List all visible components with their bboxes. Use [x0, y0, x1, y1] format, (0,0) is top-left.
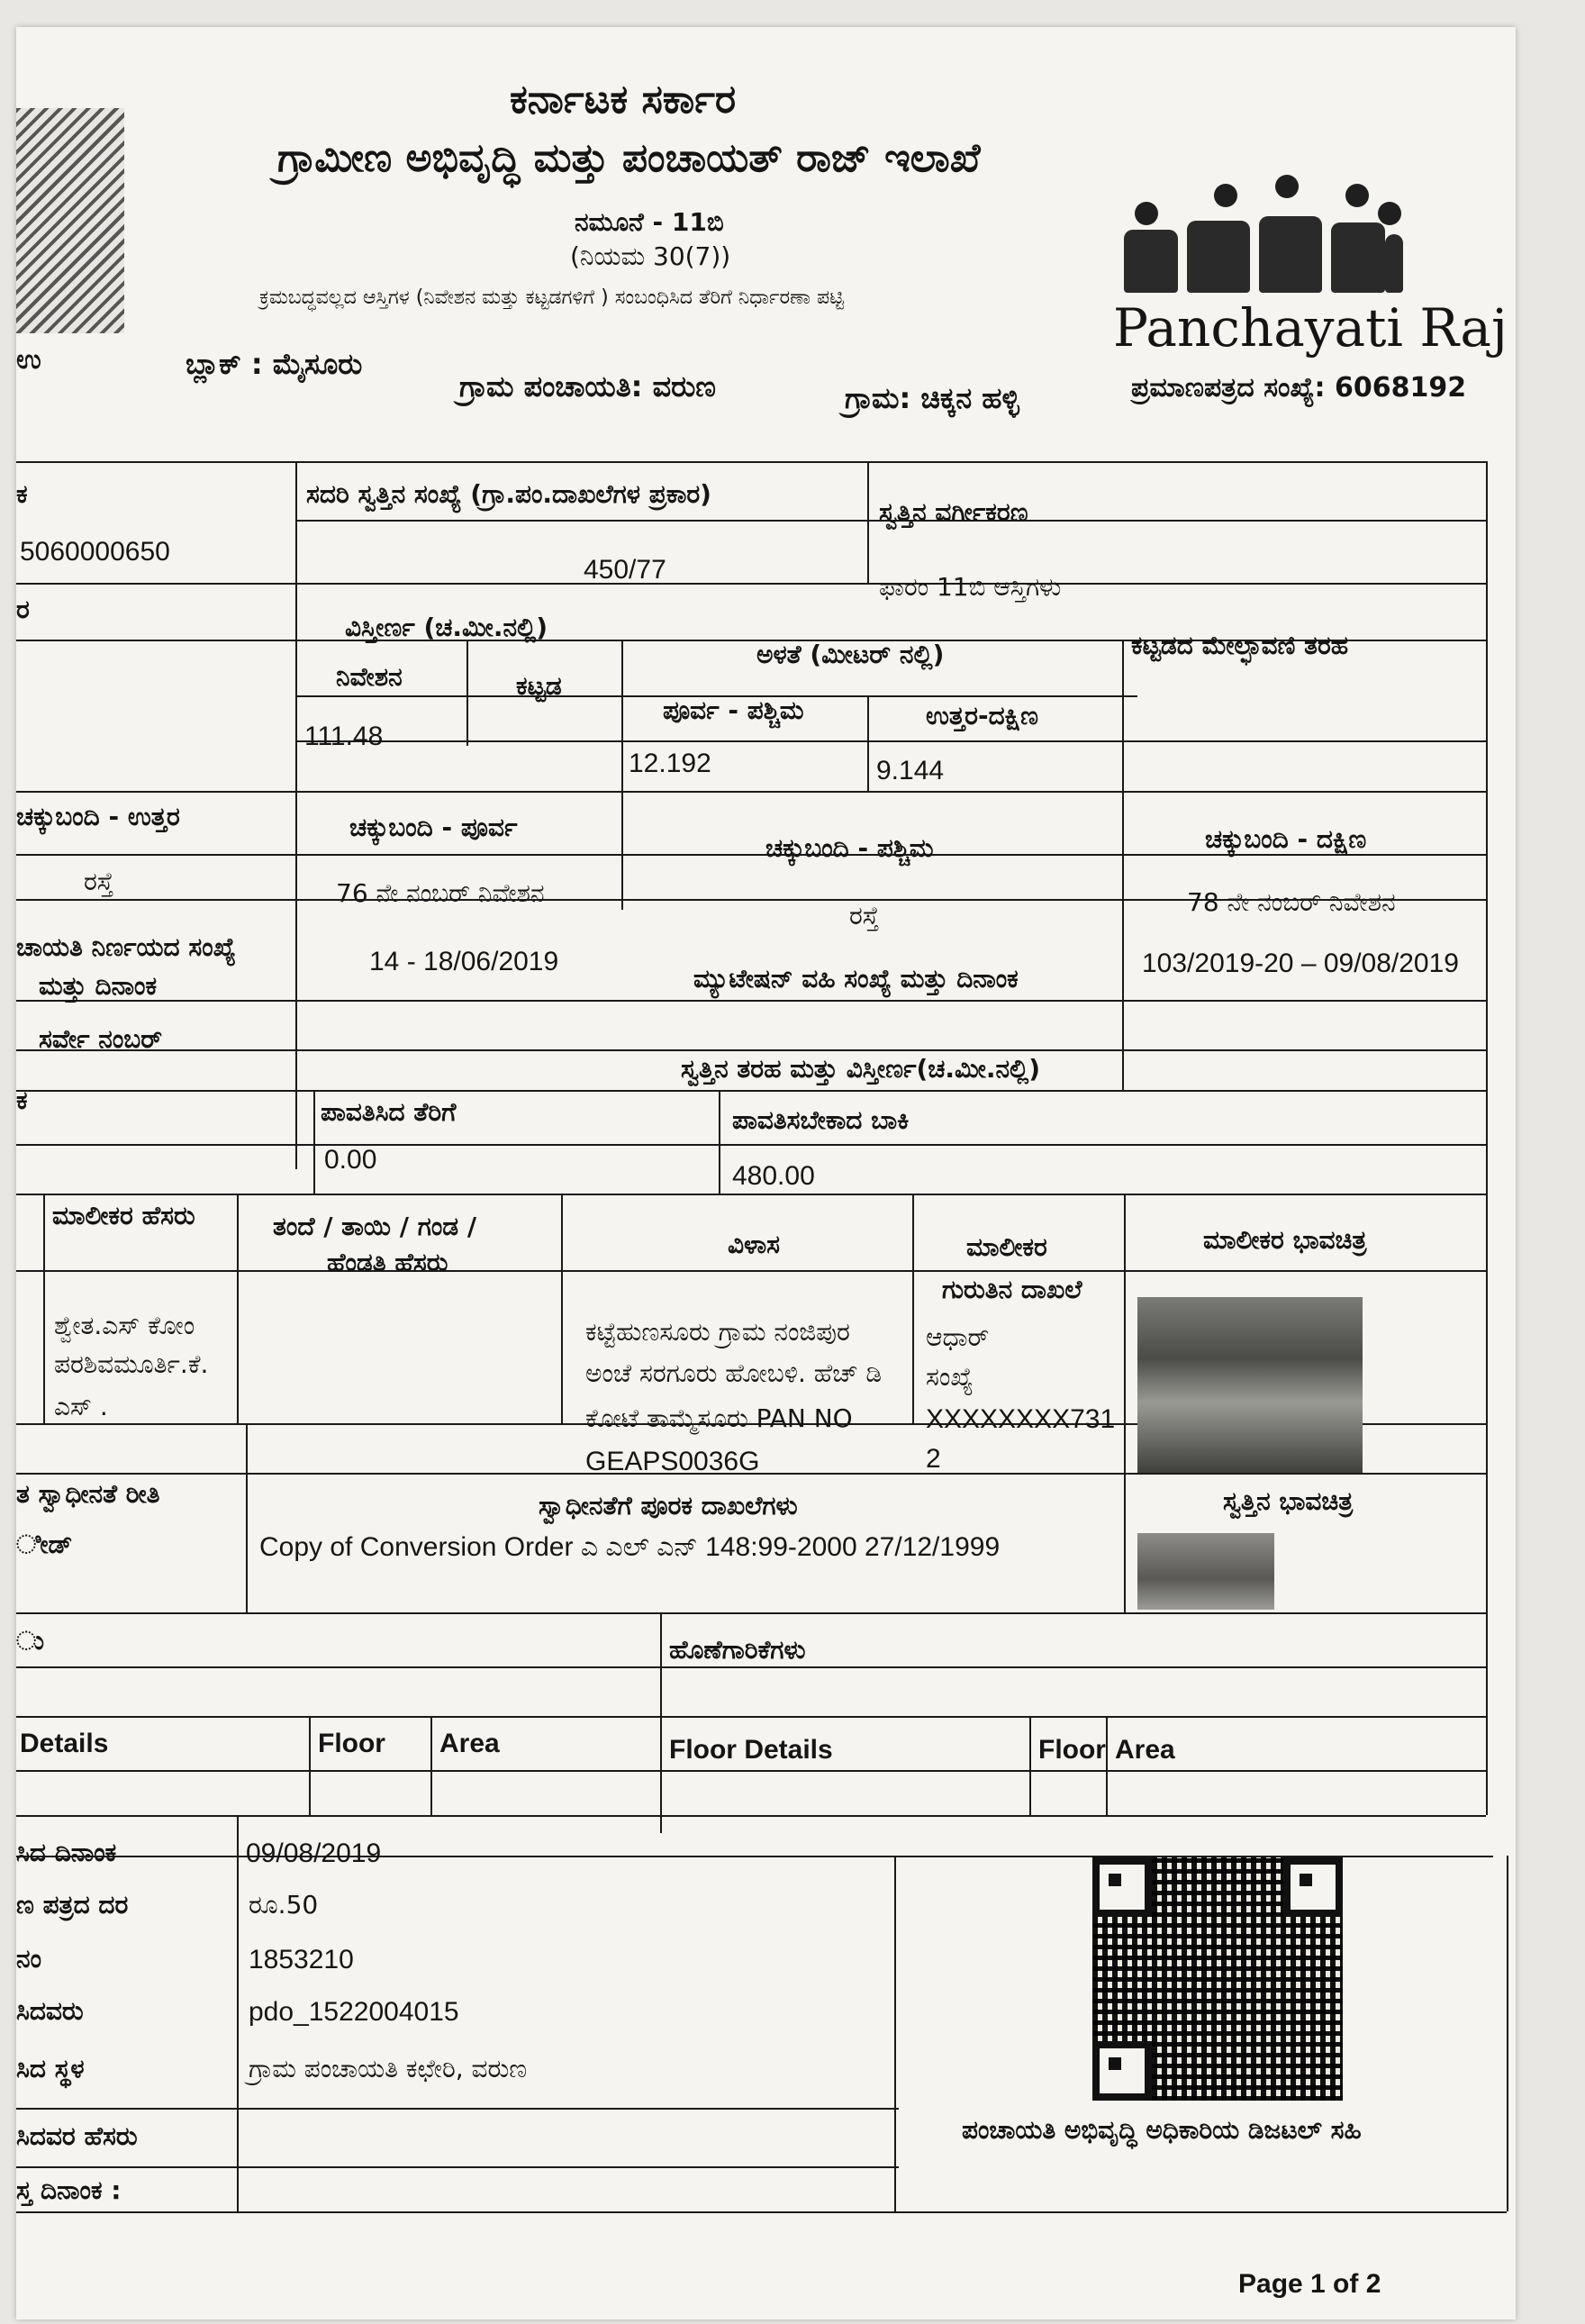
taluk-label: ಬ್ಲಾಕ್ : ಮೈಸೂರು: [186, 347, 363, 381]
floor-header-right: Floor: [1038, 1735, 1106, 1765]
rule: [16, 461, 1486, 463]
survey-number-label: ಸರ್ವೇ ನಂಬರ್: [39, 1024, 163, 1054]
rule: [466, 640, 468, 746]
rule: [1486, 461, 1488, 1650]
property-type-area-label: ಸ್ವತ್ತಿನ ತರಹ ಮತ್ತು ವಿಸ್ತೀರ್ಣ(ಚ.ಮೀ.ನಲ್ಲಿ): [681, 1054, 1041, 1084]
area-header-right: Area: [1115, 1735, 1175, 1765]
left-edge-text: ಉ: [16, 344, 41, 376]
rule: [867, 695, 869, 791]
floor-details-header-left: Details: [20, 1729, 109, 1758]
rule: [621, 640, 623, 910]
panchayati-raj-logo: [1124, 171, 1403, 293]
rule: [561, 1194, 563, 1423]
floor-details-header-right: Floor Details: [669, 1735, 833, 1765]
supporting-docs-label: ಸ್ವಾಧೀನತೆಗೆ ಪೂರಕ ದಾಖಲೆಗಳು: [539, 1491, 798, 1521]
property-photo: [1137, 1533, 1274, 1610]
dept-title: ಗ್ರಾಮೀಣ ಅಭಿವೃದ್ಧಿ ಮತ್ತು ಪಂಚಾಯತ್ ರಾಜ್ ಇಲಾಖೆ: [277, 135, 981, 181]
rule-number: (ನಿಯಮ 30(7)): [570, 241, 731, 271]
rule: [16, 1770, 1486, 1772]
boundary-east-value: 76 ನೇ ನಂಬರ್ ನಿವೇಶನ: [336, 878, 545, 908]
rule: [894, 1856, 896, 2211]
issue-row-label: ಸಿದವರ ಹೆಸರು: [16, 2121, 138, 2151]
rule: [1106, 1716, 1108, 1815]
rule: [1029, 1716, 1031, 1815]
property-class-label: ಸ್ವತ್ತಿನ ವರ್ಗೀಕರಣ: [879, 497, 1028, 527]
rule: [912, 1194, 914, 1423]
owner-name-line-2: ಪರಶಿವಮೂರ್ತಿ.ಕೆ.: [54, 1349, 209, 1379]
rule: [16, 1049, 1486, 1051]
issue-row-label: ಸ್ತ ದಿನಾಂಕ :: [16, 2175, 122, 2205]
property-id-value: 5060000650: [20, 537, 170, 567]
rule: [16, 1000, 1486, 1002]
building-area-label: ಕಟ್ಟಡ: [516, 671, 562, 701]
rule: [867, 461, 869, 583]
address-line-3: ಕೋಟೆ ತಾಮ್ಮೆಸೂರು PAN NO: [585, 1403, 853, 1433]
issue-row-value: ಗ್ರಾಮ ಪಂಚಾಯತಿ ಕಛೇರಿ, ವರುಣ: [249, 2054, 528, 2083]
decision-label-2: ಮತ್ತು ದಿನಾಂಕ: [39, 971, 158, 1001]
rule: [237, 1815, 239, 2211]
decision-label-1: ಚಾಯತಿ ನಿರ್ಣಯದ ಸಂಖ್ಯೆ: [16, 932, 236, 962]
id-proof-header-2: ಗುರುತಿನ ದಾಖಲೆ: [942, 1275, 1082, 1304]
rule: [16, 2108, 899, 2110]
issue-row-label: ಸಿದ ದಿನಾಂಕ: [16, 1838, 117, 1867]
issue-row-value: ರೂ.50: [249, 1890, 319, 1920]
digital-signature-label: ಪಂಚಾಯತಿ ಅಭಿವೃದ್ಧಿ ಅಧಿಕಾರಿಯ ಡಿಜಟಲ್ ಸಹಿ: [962, 2115, 1362, 2145]
floor-header-left: Floor: [318, 1729, 385, 1758]
panchayati-raj-logo-text: Panchayati Raj: [1113, 297, 1508, 359]
east-west-label: ಪೂರ್ವ - ಪಶ್ಚಿಮ: [663, 695, 804, 725]
area-label: ವಿಸ್ತೀರ್ಣ (ಚ.ಮೀ.ನಲ್ಲಿ): [345, 613, 548, 642]
rule: [237, 1194, 239, 1423]
form-number: ನಮೂನೆ - 11ಬಿ: [575, 207, 724, 237]
boundary-west-value: ರಸ್ತೆ: [849, 901, 880, 931]
owner-name-line-3: ಎಸ್ .: [54, 1392, 108, 1421]
state-emblem-fragment: [16, 108, 124, 333]
issue-row-value: pdo_1522004015: [249, 1997, 459, 2027]
boundary-north-value: ರಸ್ತೆ: [84, 867, 114, 896]
supporting-docs-value: Copy of Conversion Order ಎ ಎಲ್ ಎನ್ 148:99-2000 27/12/1999: [259, 1532, 1001, 1562]
rule: [295, 461, 297, 910]
gp-label: ಗ್ರಾಮ ಪಂಚಾಯತಿ: ವರುಣ: [459, 369, 716, 404]
rule: [430, 1716, 432, 1815]
rule: [719, 1090, 720, 1194]
north-south-value: 9.144: [876, 756, 945, 785]
rule: [43, 1194, 45, 1423]
parent-header-1: ತಂದೆ / ತಾಯಿ / ಗಂಡ /: [273, 1212, 477, 1241]
certificate-number: ಪ್ರಮಾಣಪತ್ರದ ಸಂಖ್ಯೆ: 6068192: [1131, 372, 1467, 404]
qr-code: [1092, 1857, 1343, 2101]
issue-row-label: ಸಿದ ಸ್ಥಳ: [16, 2054, 85, 2083]
rule: [295, 740, 1486, 742]
owner-photo: [1137, 1297, 1363, 1473]
owner-name-header: ಮಾಲೀಕರ ಹೆಸರು: [52, 1201, 195, 1230]
rule: [313, 1090, 315, 1194]
form-subtitle: ಕ್ರಮಬದ್ಧವಲ್ಲದ ಆಸ್ತಿಗಳ (ನಿವೇಶನ ಮತ್ತು ಕಟ್ಟಡಗಳಿಗೆ ) ಸಂಬಂಧಿಸಿದ ತೆರಿಗೆ ನಿರ್ಧಾರಣಾ ಪಟ್ಟಿ: [259, 286, 845, 309]
owner-photo-header: ಮಾಲೀಕರ ಭಾವಚಿತ್ರ: [1203, 1225, 1367, 1255]
village-label: ಗ್ರಾಮ: ಚಿಕ್ಕನ ಹಳ್ಳಿ: [845, 381, 1019, 415]
address-line-4: GEAPS0036G: [585, 1447, 760, 1476]
issue-row-value: 1853210: [249, 1945, 354, 1974]
property-id-label: ಕ: [16, 479, 28, 509]
issue-row-value: 09/08/2019: [246, 1838, 382, 1868]
site-area-value: 111.48: [304, 722, 384, 751]
rule: [1486, 1612, 1488, 1815]
rule: [295, 899, 297, 1169]
site-area-label: ನಿವೇಶನ: [336, 662, 403, 692]
property-number-label: ಸದರಿ ಸ್ವತ್ತಿನ ಸಂಖ್ಯೆ (ಗ್ರಾ.ಪಂ.ದಾಖಲೆಗಳ ಪ್ರಕಾರ): [306, 479, 711, 509]
id-proof-line-2: ಸಂಖ್ಯೆ: [926, 1362, 974, 1392]
gov-title: ಕರ್ನಾಟಕ ಸರ್ಕಾರ: [510, 77, 737, 123]
id-proof-header-1: ಮಾಲೀಕರ: [966, 1232, 1047, 1262]
owner-name-line-1: ಶ್ವೇತ.ಎಸ್ ಕೋಂ: [54, 1311, 195, 1340]
acquisition-mode-value: ೀಡ್: [16, 1530, 73, 1559]
tax-paid-label: ಪಾವತಿಸಿದ ತೆರಿಗೆ: [321, 1097, 457, 1127]
rule: [16, 1144, 1486, 1146]
address-line-1: ಕಟ್ಟೆಹುಣಸೂರು ಗ್ರಾಮ ನಂಜಿಪುರ: [585, 1317, 850, 1347]
address-line-2: ಅಂಚೆ ಸರಗೂರು ಹೋಬಳಿ. ಹೆಚ್ ಡಿ: [585, 1358, 883, 1388]
boundary-south-label: ಚಕ್ಕುಬಂದಿ - ದಕ್ಷಿಣ: [1205, 824, 1367, 854]
rule: [660, 1612, 662, 1833]
rule: [16, 583, 1486, 585]
tax-left-label: ಕ: [16, 1085, 28, 1115]
rule: [16, 1090, 1486, 1092]
tax-due-value: 480.00: [732, 1161, 815, 1191]
decision-value: 14 - 18/06/2019: [369, 947, 559, 976]
mutation-label: ಮ್ಯುಟೇಷನ್ ವಹಿ ಸಂಖ್ಯೆ ಮತ್ತು ದಿನಾಂಕ: [693, 964, 1019, 994]
id-proof-line-1: ಆಧಾರ್: [926, 1322, 990, 1352]
property-class-value: ಫಾರಂ 11ಬಿ ಆಸ್ತಿಗಳು: [879, 572, 1062, 602]
id-proof-line-4: 2: [926, 1444, 941, 1474]
boundary-south-value: 78 ನೇ ನಂಬರ್ ನಿವೇಶನ: [1187, 887, 1396, 917]
rule: [16, 2211, 1507, 2213]
rule: [16, 791, 1486, 793]
tax-paid-value: 0.00: [324, 1145, 377, 1175]
liability-left-label: ು: [16, 1626, 45, 1656]
mutation-value: 103/2019-20 – 09/08/2019: [1142, 949, 1459, 978]
boundary-north-label: ಚಕ್ಕುಬಂದಿ - ಉತ್ತರ: [16, 802, 180, 831]
rule: [246, 1423, 248, 1612]
measure-left-label: ರ: [16, 595, 30, 624]
dimension-label: ಅಳತೆ (ಮೀಟರ್ ನಲ್ಲಿ): [756, 640, 945, 669]
issue-row-label: ಸಿದವರು: [16, 1996, 84, 2026]
boundary-west-label: ಚಕ್ಕುಬಂದಿ - ಪಶ್ಚಿಮ: [765, 833, 934, 863]
rule: [309, 1716, 311, 1815]
boundary-east-label: ಚಕ್ಕುಬಂದಿ - ಪೂರ್ವ: [349, 812, 518, 842]
document-sheet: [16, 27, 1516, 2319]
rule: [16, 1666, 1486, 1668]
page-number: Page 1 of 2: [1238, 2269, 1381, 2299]
area-header-left: Area: [439, 1729, 500, 1758]
rule: [16, 1716, 1486, 1718]
rule: [1507, 1856, 1508, 2211]
acquisition-mode-label: ತ ಸ್ವಾಧೀನತೆ ರೀತಿ: [16, 1479, 160, 1509]
address-header: ವಿಳಾಸ: [728, 1230, 781, 1259]
roof-type-label: ಕಟ್ಟಡದ ಮೇಲ್ಛಾವಣಿ ತರಹ: [1131, 631, 1349, 660]
north-south-label: ಉತ್ತರ-ದಕ್ಷಿಣ: [926, 701, 1038, 731]
rule: [1122, 640, 1124, 1090]
rule: [16, 1612, 1486, 1614]
rule: [16, 2166, 899, 2168]
rule: [1124, 1194, 1126, 1612]
east-west-value: 12.192: [629, 749, 711, 778]
issue-row-label: ಣ ಪತ್ರದ ದರ: [16, 1890, 129, 1920]
issue-row-label: ನಂ: [16, 1944, 41, 1974]
parent-header-2: ಹೆಂಡತಿ ಹೆಸರು: [327, 1248, 448, 1277]
property-photo-label: ಸ್ವತ್ತಿನ ಭಾವಚಿತ್ರ: [1223, 1486, 1354, 1516]
property-number-value: 450/77: [584, 555, 666, 585]
tax-due-label: ಪಾವತಿಸಬೇಕಾದ ಬಾಕಿ: [732, 1105, 910, 1135]
liabilities-label: ಹೊಣೆಗಾರಿಕೆಗಳು: [669, 1635, 806, 1665]
id-proof-line-3: XXXXXXXX731: [926, 1404, 1116, 1434]
